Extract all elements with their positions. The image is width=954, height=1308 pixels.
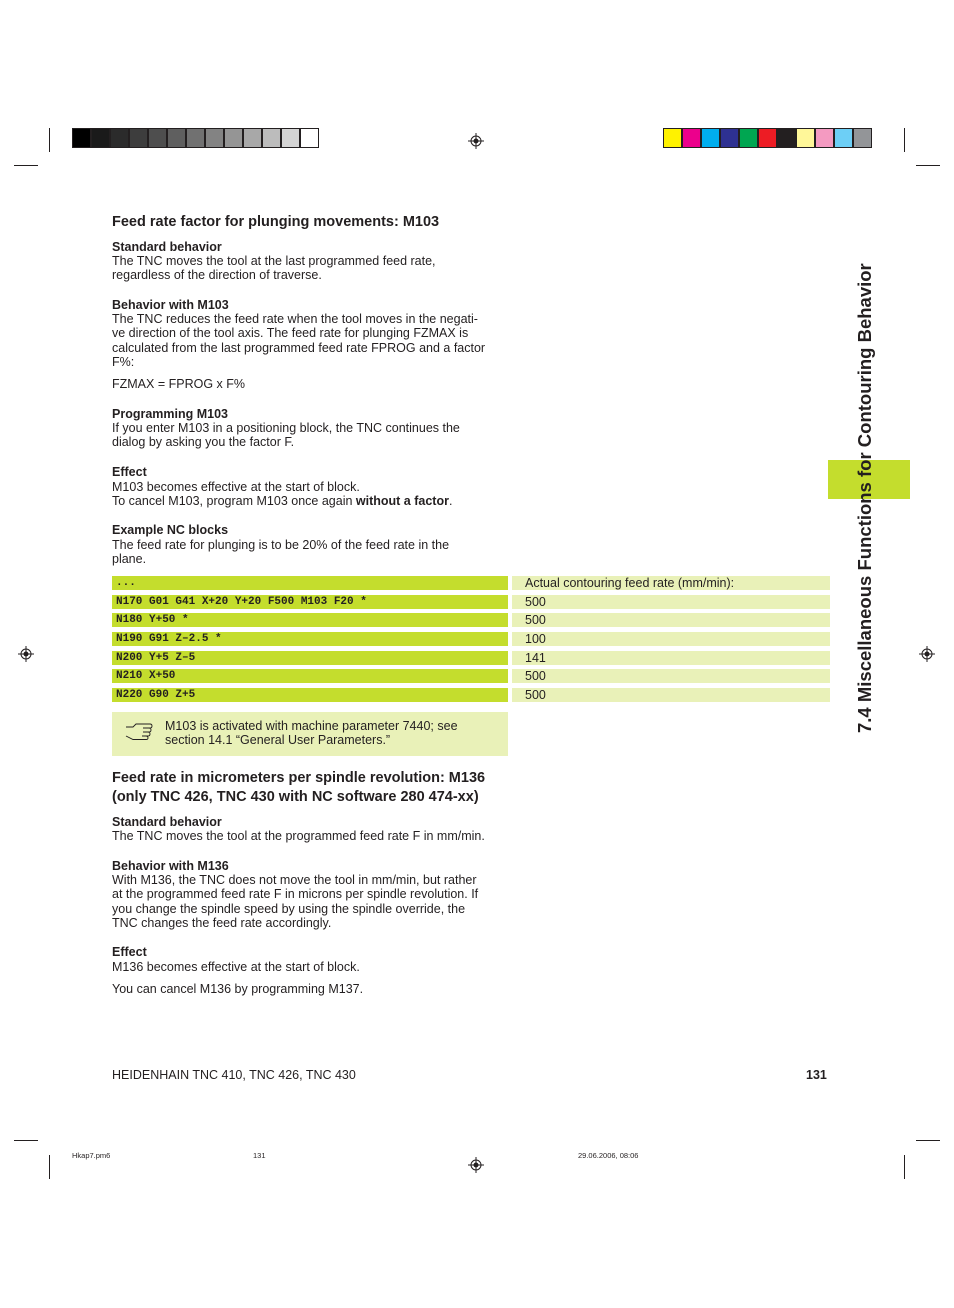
subheading: Behavior with M103 xyxy=(112,298,229,312)
formula: FZMAX = FPROG x F% xyxy=(112,377,245,391)
color-swatch xyxy=(758,128,777,148)
note-box xyxy=(112,712,508,756)
section-heading: Feed rate in micrometers per spindle revolution: M136 (only TNC 426, TNC 430 with NC software 280 474-xx) xyxy=(112,770,486,805)
feed-rate-cell: 500 xyxy=(512,669,830,683)
subheading: Behavior with M136 xyxy=(112,859,229,873)
footer-title: HEIDENHAIN TNC 410, TNC 426, TNC 430 xyxy=(112,1068,356,1082)
side-section-title: 7.4 Miscellaneous Functions for Contouring Behavior xyxy=(854,263,875,733)
crop-mark xyxy=(916,1140,940,1141)
nc-code-cell: N200 Y+5 Z–5 xyxy=(112,651,508,665)
feed-rate-cell: 500 xyxy=(512,688,830,702)
crop-mark xyxy=(14,165,38,166)
color-swatch xyxy=(720,128,739,148)
nc-code-cell: N180 Y+50 * xyxy=(112,613,508,627)
color-swatch xyxy=(281,128,300,148)
paragraph: M103 becomes effective at the start of block. To cancel M103, program M103 once again without a factor. xyxy=(112,480,453,509)
registration-mark-icon xyxy=(468,1157,484,1173)
crop-mark xyxy=(49,1155,50,1179)
feed-rate-cell: 100 xyxy=(512,632,830,646)
color-swatch xyxy=(701,128,720,148)
subheading: Standard behavior xyxy=(112,815,222,829)
color-swatch xyxy=(186,128,205,148)
subheading: Standard behavior xyxy=(112,240,222,254)
color-swatch xyxy=(205,128,224,148)
color-bar xyxy=(663,128,872,148)
paragraph: If you enter M103 in a positioning block, the TNC continues the dialog by asking you the factor F. xyxy=(112,421,460,450)
subheading: Programming M103 xyxy=(112,407,229,421)
color-swatch xyxy=(262,128,281,148)
section-heading: Feed rate factor for plunging movements: M103 xyxy=(112,214,440,230)
nc-code-cell: N210 X+50 xyxy=(112,669,508,683)
registration-mark-icon xyxy=(919,646,935,662)
subheading: Example NC blocks xyxy=(112,523,229,537)
color-swatch xyxy=(796,128,815,148)
color-swatch xyxy=(682,128,701,148)
registration-mark-icon xyxy=(18,646,34,662)
paragraph: The TNC moves the tool at the programmed feed rate F in mm/min. xyxy=(112,829,485,843)
color-swatch xyxy=(815,128,834,148)
crop-mark xyxy=(14,1140,38,1141)
registration-mark-icon xyxy=(468,133,484,149)
page-number: 131 xyxy=(806,1068,827,1082)
slug-page: 131 xyxy=(253,1151,266,1160)
color-swatch xyxy=(834,128,853,148)
color-swatch xyxy=(853,128,872,148)
feed-rate-cell: 500 xyxy=(512,613,830,627)
paragraph: M136 becomes effective at the start of block. xyxy=(112,960,360,974)
subheading: Effect xyxy=(112,465,147,479)
feed-rate-cell: 500 xyxy=(512,595,830,609)
color-swatch xyxy=(224,128,243,148)
crop-mark xyxy=(916,165,940,166)
color-swatch xyxy=(777,128,796,148)
color-swatch xyxy=(72,128,91,148)
nc-code-cell: N170 G01 G41 X+20 Y+20 F500 M103 F20 * xyxy=(112,595,508,609)
color-swatch xyxy=(739,128,758,148)
crop-mark xyxy=(904,1155,905,1179)
feed-rate-cell: Actual contouring feed rate (mm/min): xyxy=(512,576,830,590)
nc-code-cell: N190 G91 Z–2.5 * xyxy=(112,632,508,646)
slug-filename: Hkap7.pm6 xyxy=(72,1151,111,1160)
color-swatch xyxy=(110,128,129,148)
crop-mark xyxy=(904,128,905,152)
paragraph: With M136, the TNC does not move the tool in mm/min, but rather at the programmed feed rate F in microns per spindle revolution. If you change the spindle speed by using the spindle override, the TNC changes the feed rate accordingly. xyxy=(112,873,479,931)
grey-color-bar xyxy=(72,128,319,148)
paragraph: The TNC reduces the feed rate when the tool moves in the negati- ve direction of the tool axis. The feed rate for plunging FZMAX is calculated from the last programmed feed rate FPROG and a factor F%: xyxy=(112,312,486,370)
paragraph: You can cancel M136 by programming M137. xyxy=(112,982,364,996)
color-swatch xyxy=(148,128,167,148)
feed-rate-cell: 141 xyxy=(512,651,830,665)
note-text: M103 is activated with machine parameter 7440; see section 14.1 “General User Parameters.” xyxy=(165,719,458,748)
nc-code-cell: N220 G90 Z+5 xyxy=(112,688,508,702)
subheading: Effect xyxy=(112,945,147,959)
color-swatch xyxy=(129,128,148,148)
slug-date: 29.06.2006, 08:06 xyxy=(578,1151,639,1160)
paragraph: The feed rate for plunging is to be 20% of the feed rate in the plane. xyxy=(112,538,450,567)
color-swatch xyxy=(300,128,319,148)
color-swatch xyxy=(167,128,186,148)
color-swatch xyxy=(91,128,110,148)
pointing-hand-icon xyxy=(124,720,154,740)
color-swatch xyxy=(243,128,262,148)
crop-mark xyxy=(49,128,50,152)
nc-code-cell: ... xyxy=(112,576,508,590)
paragraph: The TNC moves the tool at the last programmed feed rate, regardless of the direction of traverse. xyxy=(112,254,436,283)
color-swatch xyxy=(663,128,682,148)
